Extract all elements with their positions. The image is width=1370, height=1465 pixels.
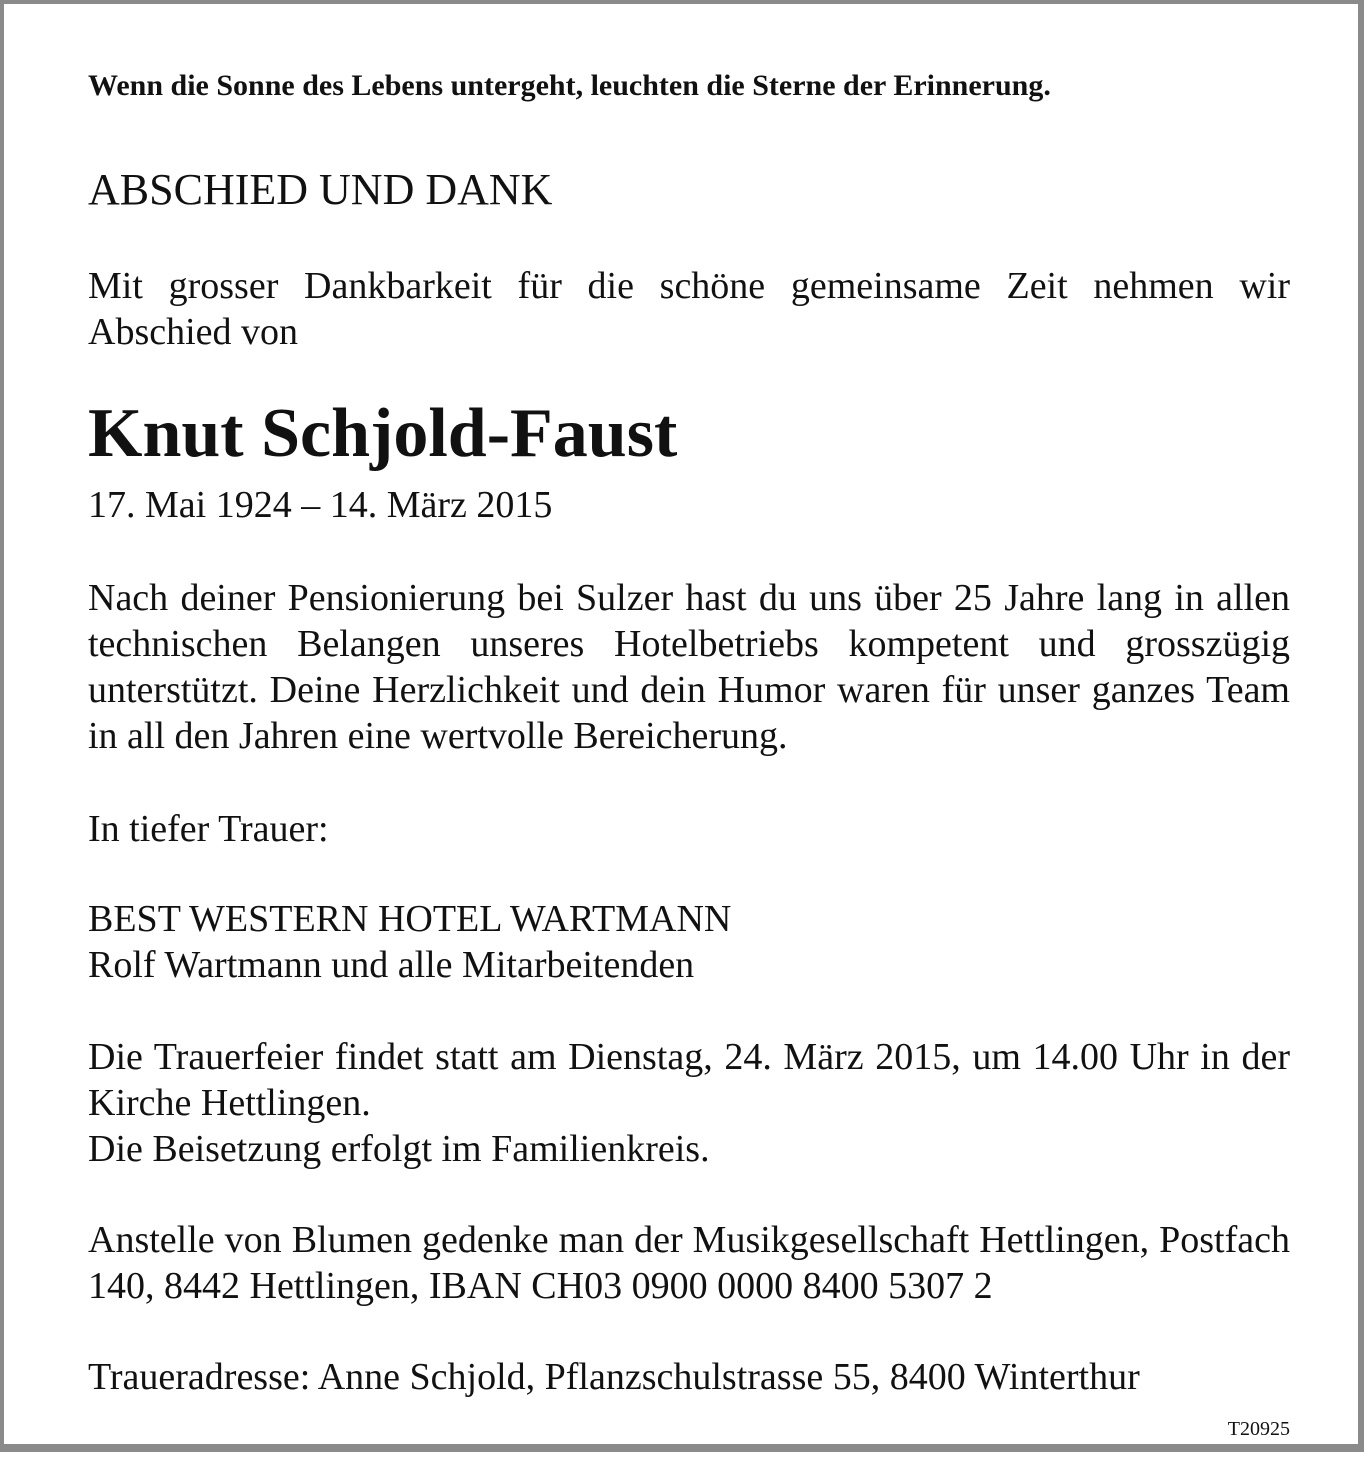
signer-organization: BEST WESTERN HOTEL WARTMANN (88, 898, 732, 940)
deceased-name: Knut Schjold-Faust (88, 395, 678, 472)
reference-code: T20925 (1227, 1418, 1290, 1440)
life-dates: 17. Mai 1924 – 14. März 2015 (88, 484, 553, 526)
mourning-line: In tiefer Trauer: (88, 808, 329, 850)
notice-heading: ABSCHIED UND DANK (88, 165, 553, 214)
burial-details: Die Beisetzung erfolgt im Familienkreis. (88, 1128, 710, 1170)
motto-quote: Wenn die Sonne des Lebens untergeht, leuchten die Sterne der Erinnerung. (88, 69, 1051, 102)
signers-block (88, 896, 731, 988)
signer-persons: Rolf Wartmann und alle Mitarbeitenden (88, 944, 695, 986)
mourning-address: Traueradresse: Anne Schjold, Pflanzschulstrasse 55, 8400 Winterthur (88, 1356, 1140, 1398)
ceremony-details: Die Trauerfeier findet statt am Dienstag, 24. März 2015, um 14.00 Uhr in der Kirche Hettlingen. (88, 1036, 1290, 1124)
tribute-paragraph: Nach deiner Pensionierung bei Sulzer hast du uns über 25 Jahre lang in allen technischen Belangen unseres Hotelbetriebs kompetent und grosszügig unterstützt. Deine Herzlichkeit und dein Humor waren für unser ganzes Team in all den Jahren eine wertvolle Bereicherung. (88, 577, 1290, 757)
intro-paragraph: Mit grosser Dankbarkeit für die schöne gemeinsame Zeit nehmen wir Abschied von (88, 265, 1290, 353)
ceremony-block (88, 1034, 1290, 1172)
donation-paragraph: Anstelle von Blumen gedenke man der Musikgesellschaft Hettlingen, Postfach 140, 8442 Hettlingen, IBAN CH03 0900 0000 8400 5307 2 (88, 1219, 1290, 1307)
